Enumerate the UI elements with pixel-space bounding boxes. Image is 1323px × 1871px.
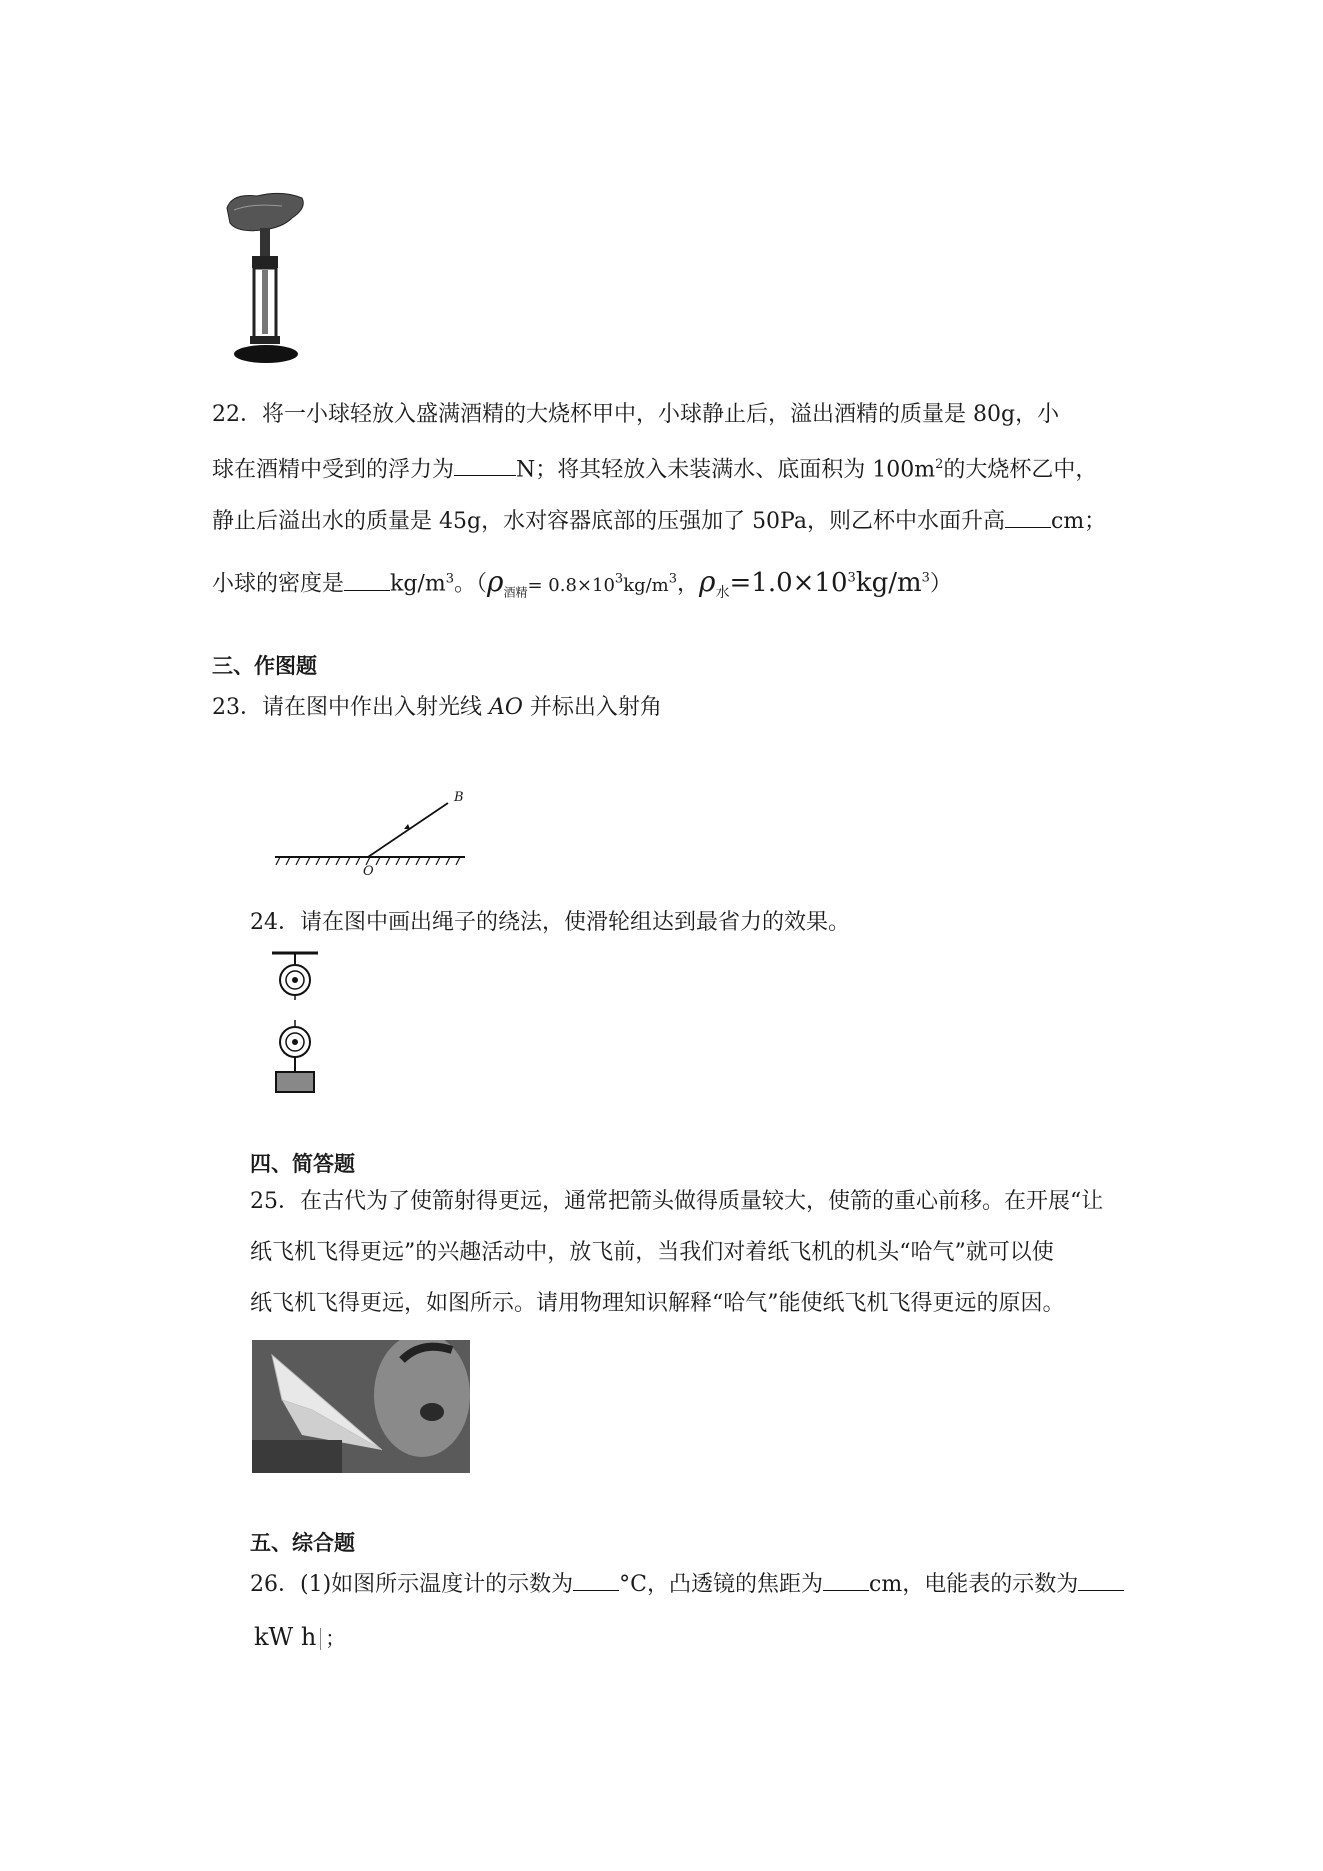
answer-blank-buoyancy[interactable] (454, 453, 516, 476)
q22-line4-a: 小球的密度是 (212, 571, 345, 597)
pulley-figure (270, 950, 320, 1095)
rho-water-exp: 3 (847, 570, 856, 585)
paper-plane-photo (252, 1340, 470, 1473)
q25-line3: 纸飞机飞得更远，如图所示。请用物理知识解释“哈气”能使纸飞机飞得更远的原因。 (250, 1291, 1065, 1316)
q26-line1-a: 26．(1)如图所示温度计的示数为 (250, 1572, 574, 1597)
q22-line3-b: cm； (1051, 509, 1107, 534)
rho-alcohol (487, 564, 678, 600)
label-B: B (454, 790, 464, 805)
q25-line2: 纸飞机飞得更远”的兴趣活动中，放飞前，当我们对着纸飞机的机头“哈气”就可以使 (250, 1240, 1054, 1265)
rho-water (699, 564, 930, 601)
q26-line2 (254, 1622, 345, 1653)
q22-line3 (212, 505, 1106, 537)
answer-blank-focal-length[interactable] (823, 1568, 869, 1591)
rho-alcohol-unit-exp: 3 (668, 571, 678, 587)
pump-figure (222, 188, 322, 370)
q23-text-b: 并标出入射角 (522, 695, 662, 720)
rho-sub-alcohol: 酒精 (503, 585, 528, 600)
reflected-ray (368, 803, 448, 857)
rho-alcohol-exp: 3 (614, 571, 624, 587)
q26-unit: kW h (254, 1623, 317, 1651)
formula-separator: ， (677, 571, 700, 597)
pulley-drawing (270, 950, 320, 1095)
q22-line4-b: kg/m (390, 571, 446, 597)
answer-blank-temperature[interactable] (573, 1568, 619, 1591)
section-3-heading: 三、作图题 (212, 654, 317, 678)
q26-line1-b: °C，凸透镜的焦距为 (619, 1572, 824, 1597)
q22-line4 (212, 563, 952, 608)
label-O: O (363, 864, 374, 879)
q22-line2-sup: 2 (935, 457, 944, 472)
rho-symbol-2: ρ (699, 564, 716, 598)
q25-line1: 25．在古代为了使箭射得更远，通常把箭头做得质量较大，使箭的重心前移。在开展“让 (250, 1189, 1104, 1214)
q22-line2-b: N；将其轻放入未装满水、底面积为 100m (516, 457, 936, 483)
rho-alcohol-value: = 0.8×10 (527, 574, 615, 596)
section-5-heading: 五、综合题 (250, 1531, 355, 1555)
q26-line1 (250, 1568, 1124, 1600)
q23-text-a: 23．请在图中作出入射光线 (212, 695, 489, 720)
q22-line1: 22．将一小球轻放入盛满酒精的大烧杯甲中，小球静止后，溢出酒精的质量是 80g，小 (212, 402, 1060, 427)
formula-close: ） (929, 571, 952, 597)
q23-ray-label: AO (489, 695, 523, 720)
rho-water-unit: kg/m (855, 567, 922, 598)
q22-line3-a: 静止后溢出水的质量是 45g，水对容器底部的压强加了 50Pa，则乙杯中水面升高 (212, 509, 1005, 534)
ray-arrow (404, 824, 410, 829)
q22-line2-a: 球在酒精中受到的浮力为 (212, 457, 455, 483)
answer-blank-height[interactable] (1005, 505, 1051, 528)
rho-symbol-1: ρ (487, 564, 504, 598)
q24-text: 24．请在图中画出绳子的绕法，使滑轮组达到最省力的效果。 (250, 910, 850, 935)
text-cursor (320, 1628, 321, 1650)
rho-alcohol-unit: kg/m (623, 574, 669, 596)
q26-line1-c: cm，电能表的示数为 (869, 1572, 1079, 1597)
q26-line2-end: ； (325, 1626, 346, 1650)
rho-water-unit-exp: 3 (921, 570, 930, 585)
q23-text (212, 693, 662, 723)
q22-line2 (212, 450, 1097, 485)
rho-water-value: =1.0×10 (729, 567, 848, 598)
q22-line4-c: 。（ (453, 571, 487, 597)
pump-drawing (222, 188, 322, 370)
paper-plane-drawing (252, 1340, 470, 1473)
section-4-heading: 四、简答题 (250, 1152, 355, 1176)
q22-line4-sup: 3 (445, 571, 454, 587)
answer-blank-energy-meter[interactable] (1078, 1568, 1124, 1591)
rho-sub-water: 水 (715, 584, 730, 601)
q22-line2-c: 的大烧杯乙中， (943, 457, 1098, 483)
answer-blank-density[interactable] (344, 568, 390, 591)
